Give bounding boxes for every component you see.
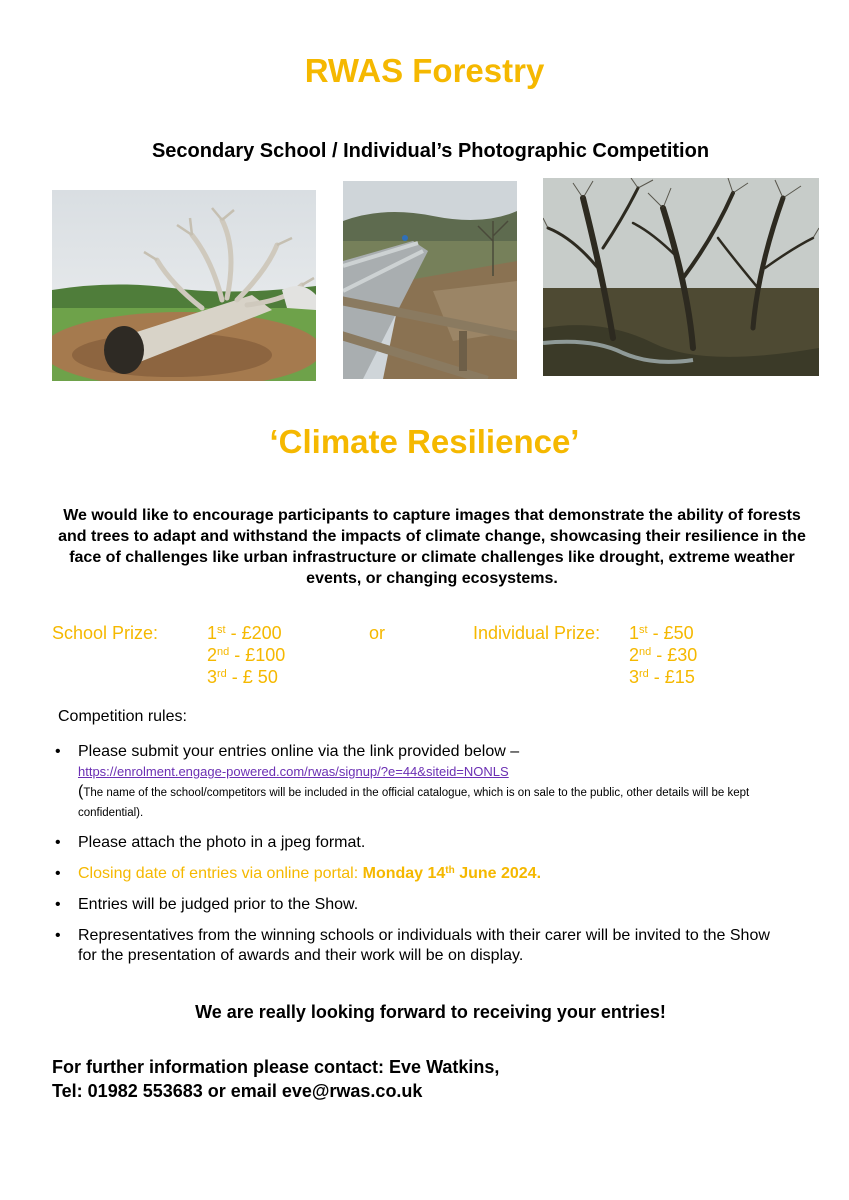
rule-submit [52, 742, 792, 822]
contact-info [52, 1055, 499, 1103]
submission-link[interactable]: https://enrolment.engage-powered.com/rwas/signup/?e=44&siteid=NONLS [78, 764, 509, 779]
individual-prize-label: Individual Prize: [473, 623, 601, 643]
intro-paragraph: We would like to encourage participants to capture images that demonstrate the ability of forests and trees to adapt and withstand the impacts of climate change, showcasing their resilience in the face of challenges like urban infrastructure or climate challenges like drought, extreme weather events, or changing ecosystems. [58, 507, 806, 587]
prize-or-label: or [369, 623, 386, 643]
rule-submit-text: Please submit your entries online via the link provided below – [78, 743, 520, 760]
closing-date-prefix: Closing date of entries via online portal: [78, 865, 363, 882]
rule-judged-text: Entries will be judged prior to the Show. [78, 896, 359, 913]
bullet: • [55, 896, 61, 913]
rule-judged [52, 895, 792, 915]
individual-prize-list [629, 622, 697, 688]
rule-representatives-text: Representatives from the winning schools or individuals with their carer will be invited to the Show for the presentation of awards and their work will be on display. [78, 927, 770, 964]
school-prize-2nd: 2nd - £100 [207, 645, 286, 665]
flooded-river-bridge-photo [343, 181, 517, 379]
rule-attach-text: Please attach the photo in a jpeg format. [78, 834, 366, 851]
individual-prize-2nd: 2nd - £30 [629, 645, 698, 665]
competition-subtitle: Secondary School / Individual’s Photographic Competition [151, 140, 710, 162]
school-prize-1st: 1st - £200 [207, 623, 282, 643]
catalogue-note: The name of the school/competitors will be included in the official catalogue, which is on sale to the public, other details will be kept confidential). [78, 787, 750, 819]
bullet: • [55, 865, 61, 882]
bare-woodland-stream-photo [543, 178, 819, 376]
school-prize-label: School Prize: [52, 623, 159, 643]
contact-line-2: Tel: 01982 553683 or email eve@rwas.co.uk [52, 1081, 423, 1101]
school-prize-3rd: 3rd - £ 50 [207, 667, 278, 687]
rules-heading: Competition rules: [58, 708, 187, 725]
closing-message: We are really looking forward to receiving your entries! [195, 1002, 666, 1022]
school-prize-list [207, 622, 285, 688]
closing-date-value: Monday 14th June 2024. [362, 865, 542, 882]
rule-attach [52, 833, 792, 853]
rules-list [52, 742, 792, 977]
bullet: • [55, 743, 61, 760]
contact-line-1: For further information please contact: Eve Watkins, [52, 1057, 500, 1077]
fallen-tree-trunk-photo [52, 190, 316, 381]
rule-closing-date [52, 864, 792, 884]
theme-heading: ‘Climate Resilience’ [269, 423, 580, 460]
bullet: • [55, 927, 61, 944]
page-title: RWAS Forestry [304, 52, 545, 89]
individual-prize-3rd: 3rd - £15 [629, 667, 695, 687]
catalogue-note-paren: ( [78, 783, 84, 800]
individual-prize-1st: 1st - £50 [629, 623, 694, 643]
bullet: • [55, 834, 61, 851]
rule-representatives [52, 926, 792, 966]
